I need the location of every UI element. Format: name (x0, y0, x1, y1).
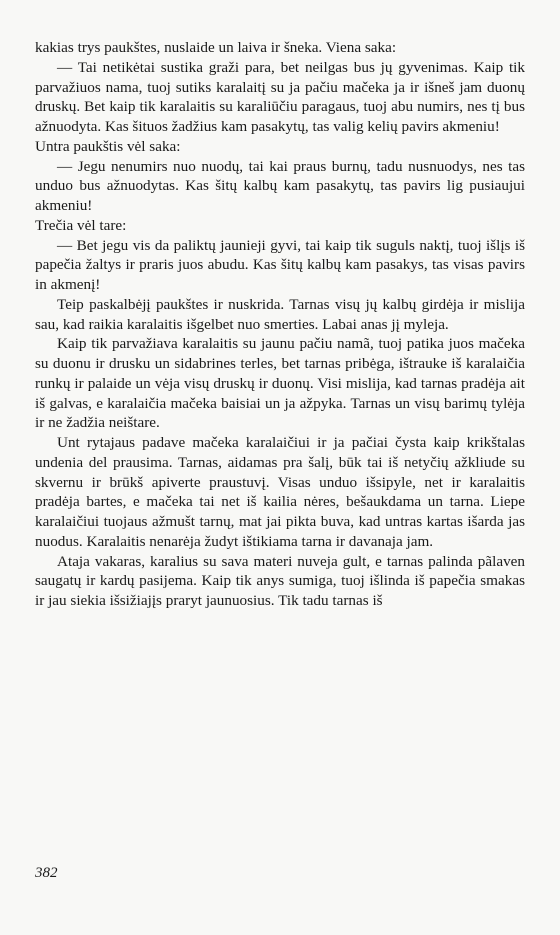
paragraph: Kaip tik parvažiava karalaitis su jaunu pačiu namã, tuoj patika juos mačeka su duonu ir drusku un sidabrines terles, bet tarnas pribėga, ištrauke iš karalaičia runkų ir palaide un vėja visų druskų ir duonų. Visi mislija, kad tarnas pradėja ait iš galvas, e karalaičia mačeka baisiai un ja ažpyka. Tarnas un visų barimų tylėja ir ne žadžia neištare. (35, 335, 525, 432)
paragraph: Unt rytajaus padave mačeka karalaičiui ir ja pačiai čysta kaip krikštalas undenia del prausima. Tarnas, aidamas pra šalį, būk tai iš netyčių ažkliude su skvernu ir brūkš apiverte praustuvį. Visas unduo išsipyle, net ir karalaitis pradėja bartes, e mačeka tai net iš kailia nėres, bešaukdama un tarna. Liepe karalaičiui tuojaus ažmušt tarnų, mat jai pikta buva, kad untras kartas išarda jas nuodus. Karalaitis nenarėja žudyt ištikiama tarna ir davanaja jam. (35, 434, 525, 550)
page-text-block (35, 38, 525, 611)
page-number: 382 (35, 865, 58, 881)
paragraph: Ataja vakaras, karalius su sava materi nuveja gult, e tarnas palinda pãlaven saugatų ir kardų pasijema. Kaip tik anys sumiga, tuoj išlinda iš papečia smakas ir jau siekia išsižiajįs praryt jaunuosius. Tik tadu tarnas iš (35, 552, 525, 609)
paragraph: — Jegu nenumirs nuo nuodų, tai kai praus burnų, tadu nusnuodys, nes tas unduo bus ažnuodytas. Kas šitų kalbų kam pasakytų, tas pavirs lig pusiaujui akmeniu! (35, 157, 525, 214)
paragraph: kakias trys paukštes, nuslaide un laiva ir šneka. Viena saka: (35, 39, 397, 56)
paragraph: Untra paukštis vėl saka: (35, 137, 181, 155)
paragraph: Trečia vėl tare: (35, 216, 127, 234)
paragraph: — Tai netikėtai sustika graži para, bet neilgas bus jų gyvenimas. Kaip tik parvažiuos nama, tuoj sutiks karalaitį su ja pačiu mačeka ja ir išneš jam duonų druskų. Bet kaip tik karalaitis su karaliūčiu paragaus, tuoj abu numirs, nes tį bus ažnuodyta. Kas šituos žadžius kam pasakytų, tas valig kelių pavirs akmeniu! (35, 58, 525, 135)
paragraph: Teip paskalbėjį paukštes ir nuskrida. Tarnas visų jų kalbų girdėja ir mislija sau, kad raikia karalaitis išgelbet nuo smerties. Labai anas jį myleja. (35, 295, 525, 333)
paragraph: — Bet jegu vis da paliktų jaunieji gyvi, tai kaip tik suguls naktį, tuoj išlįs iš papečia žaltys ir praris juos abudu. Kas šitų kalbų kam pasakys, tas visas pavirs in akmenį! (35, 236, 525, 293)
